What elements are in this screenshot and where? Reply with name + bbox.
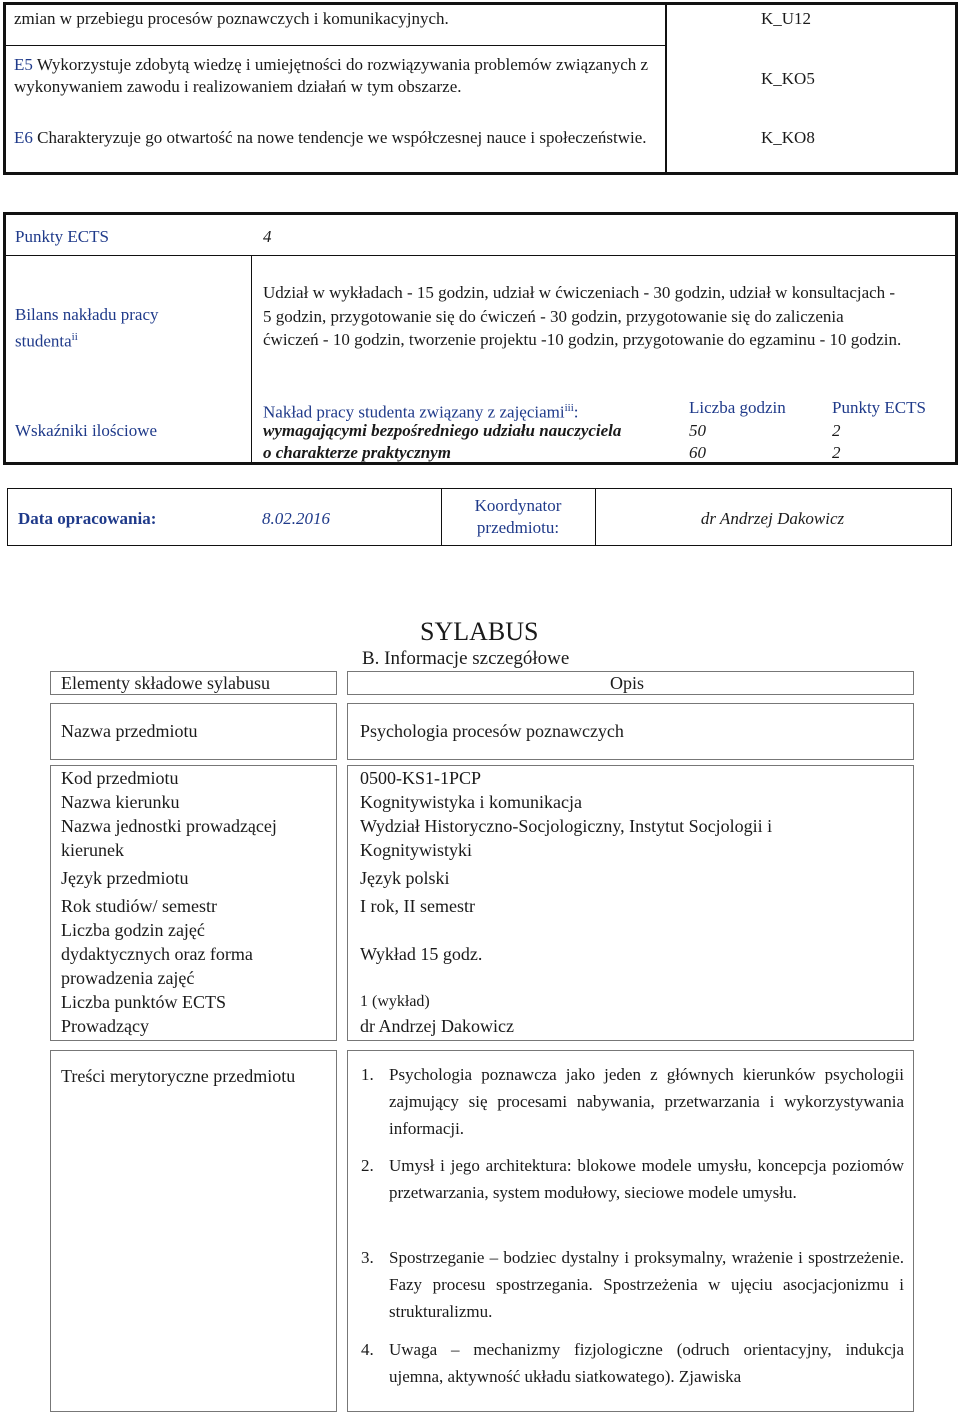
- bilans-footnote: ii: [71, 331, 78, 343]
- subject-name-label: Nazwa przedmiotu: [61, 721, 198, 741]
- meta-table: [7, 488, 952, 546]
- content-label-box: [50, 1050, 337, 1412]
- content-item-1-text: Psychologia poznawcza jako jeden z głównych kierunków psychologii zajmujący się procesami nabywania, przetwarzania i wykorzystywania informacji.: [389, 1065, 904, 1138]
- syllabus-title: SYLABUS: [420, 617, 539, 646]
- label-jezyk: Język przedmiotu: [61, 868, 189, 888]
- value-punkty-ects: 1 (wykład): [360, 993, 430, 1010]
- ects-label: Punkty ECTS: [15, 227, 109, 246]
- bilans-label-line2: studenta: [15, 331, 72, 351]
- ects-value: 4: [263, 227, 272, 246]
- row-direct-hours: 50: [689, 421, 706, 440]
- value-prowadzacy: dr Andrzej Dakowicz: [360, 1016, 514, 1036]
- content-item-1-num: 1.: [361, 1065, 374, 1084]
- content-item-4-text: Uwaga – mechanizmy fizjologiczne (odruch orientacyjny, indukcja ujemna, aktywność układu siatkowatego). Zjawiska: [389, 1340, 904, 1386]
- ects-table: [3, 212, 958, 465]
- value-jezyk: Język polski: [360, 868, 450, 888]
- content-item-1: [361, 1061, 904, 1142]
- outcome-text-top: zmian w przebiegu procesów poznawczych i komunikacyjnych.: [14, 9, 449, 28]
- outcome-e6: [14, 127, 654, 149]
- outcome-e6-label: E6: [14, 128, 33, 147]
- outcome-e5-label: E5: [14, 55, 33, 74]
- row-direct-label: wymagającymi bezpośredniego udziału nauczyciela: [263, 421, 622, 440]
- value-kod-przedmiotu: 0500-KS1-1PCP: [360, 768, 482, 788]
- outcome-code-k-u12: K_U12: [761, 9, 812, 28]
- content-item-2: [361, 1152, 904, 1206]
- value-liczba-godzin: Wykład 15 godz.: [360, 944, 483, 964]
- content-item-2-num: 2.: [361, 1156, 374, 1175]
- ects-col-divider: [251, 255, 252, 462]
- value-nazwa-kierunku: Kognitywistyka i komunikacja: [360, 792, 582, 812]
- outcome-code-k-ko8: K_KO8: [761, 128, 815, 147]
- col-ects-header: Punkty ECTS: [832, 398, 926, 417]
- row-practical-label: o charakterze praktycznym: [263, 443, 451, 462]
- label-liczba-godzin: Liczba godzin zajęć dydaktycznych oraz forma prowadzenia zajęć: [61, 920, 253, 988]
- ects-row-divider: [6, 255, 955, 256]
- outcome-e5-text: Wykorzystuje zdobytą wiedzę i umiejętności do rozwiązywania problemów związanych z wykonywaniem zawodu i realizowaniem działań w tym obszarze.: [14, 55, 649, 96]
- date-value: 8.02.2016: [262, 509, 330, 528]
- label-punkty-ects: Liczba punktów ECTS: [61, 992, 226, 1012]
- coordinator-label-line2: przedmiotu:: [476, 518, 560, 537]
- value-rok-semestr: I rok, II semestr: [360, 896, 475, 916]
- naklad-colon: :: [573, 402, 579, 422]
- row-practical-hours: 60: [689, 443, 706, 462]
- coordinator-label-line1: Koordynator: [474, 496, 562, 515]
- label-nazwa-kierunku: Nazwa kierunku: [61, 792, 180, 812]
- value-jednostka: Wydział Historyczno-Socjologiczny, Instytut Socjologii i Kognitywistyki: [360, 816, 773, 860]
- col-header-elements: Elementy składowe sylabusu: [61, 673, 270, 693]
- label-rok-semestr: Rok studiów/ semestr: [61, 896, 217, 916]
- subject-name-value: Psychologia procesów poznawczych: [360, 721, 624, 741]
- outcomes-table: [3, 2, 958, 175]
- bilans-label: [15, 304, 240, 353]
- label-prowadzacy: Prowadzący: [61, 1016, 149, 1036]
- naklad-footnote: iii: [564, 402, 574, 414]
- coordinator-value: dr Andrzej Dakowicz: [700, 509, 845, 528]
- col-header-opis: Opis: [610, 673, 645, 693]
- col-hours-header: Liczba godzin: [689, 398, 786, 417]
- content-label: Treści merytoryczne przedmiotu: [61, 1066, 296, 1086]
- outcome-code-k-ko5: K_KO5: [761, 69, 815, 88]
- outcomes-divider: [665, 5, 667, 172]
- content-item-3-text: Spostrzeganie – bodziec dystalny i proksymalny, wrażenie i spostrzeżenie. Fazy procesu spostrzegania. Spostrzeżenia w ujęciu asocjacjonizmu i strukturalizmu.: [389, 1248, 904, 1321]
- naklad-header-text: Nakład pracy studenta związany z zajęciami: [263, 402, 565, 422]
- bilans-text: Udział w wykładach - 15 godzin, udział w ćwiczeniach - 30 godzin, udział w konsultacjach - 5 godzin, przygotowanie się do ćwiczeń - 30 godzin, przygotowanie się do zaliczenia ćwiczeń - 10 godzin, tworzenie projektu -10 godzin, przygotowanie do egzaminu - 10 godzin.: [263, 283, 902, 349]
- syllabus-subtitle: B. Informacje szczegółowe: [362, 648, 570, 669]
- content-item-3-num: 3.: [361, 1248, 374, 1267]
- content-item-4-num: 4.: [361, 1340, 374, 1359]
- label-kod-przedmiotu: Kod przedmiotu: [61, 768, 179, 788]
- outcomes-row-divider: [6, 45, 665, 46]
- bilans-label-line1: Bilans nakładu pracy: [15, 305, 159, 324]
- date-label: Data opracowania:: [18, 509, 157, 528]
- row-direct-ects: 2: [832, 421, 841, 440]
- content-item-3: [361, 1244, 904, 1325]
- content-item-2-text: Umysł i jego architektura: blokowe modele umysłu, koncepcja poziomów przetwarzania, system modułowy, sieciowe modele umysłu.: [389, 1156, 904, 1202]
- content-item-4: [361, 1336, 904, 1390]
- outcome-e6-text: Charakteryzuje go otwartość na nowe tendencje we współczesnej nauce i społeczeństwie.: [37, 128, 647, 147]
- row-practical-ects: 2: [832, 443, 841, 462]
- coordinator-label: [441, 495, 595, 539]
- label-jednostka: Nazwa jednostki prowadzącej kierunek: [61, 816, 277, 860]
- wskazniki-label: Wskaźniki ilościowe: [15, 421, 158, 440]
- outcome-e5: [14, 54, 654, 98]
